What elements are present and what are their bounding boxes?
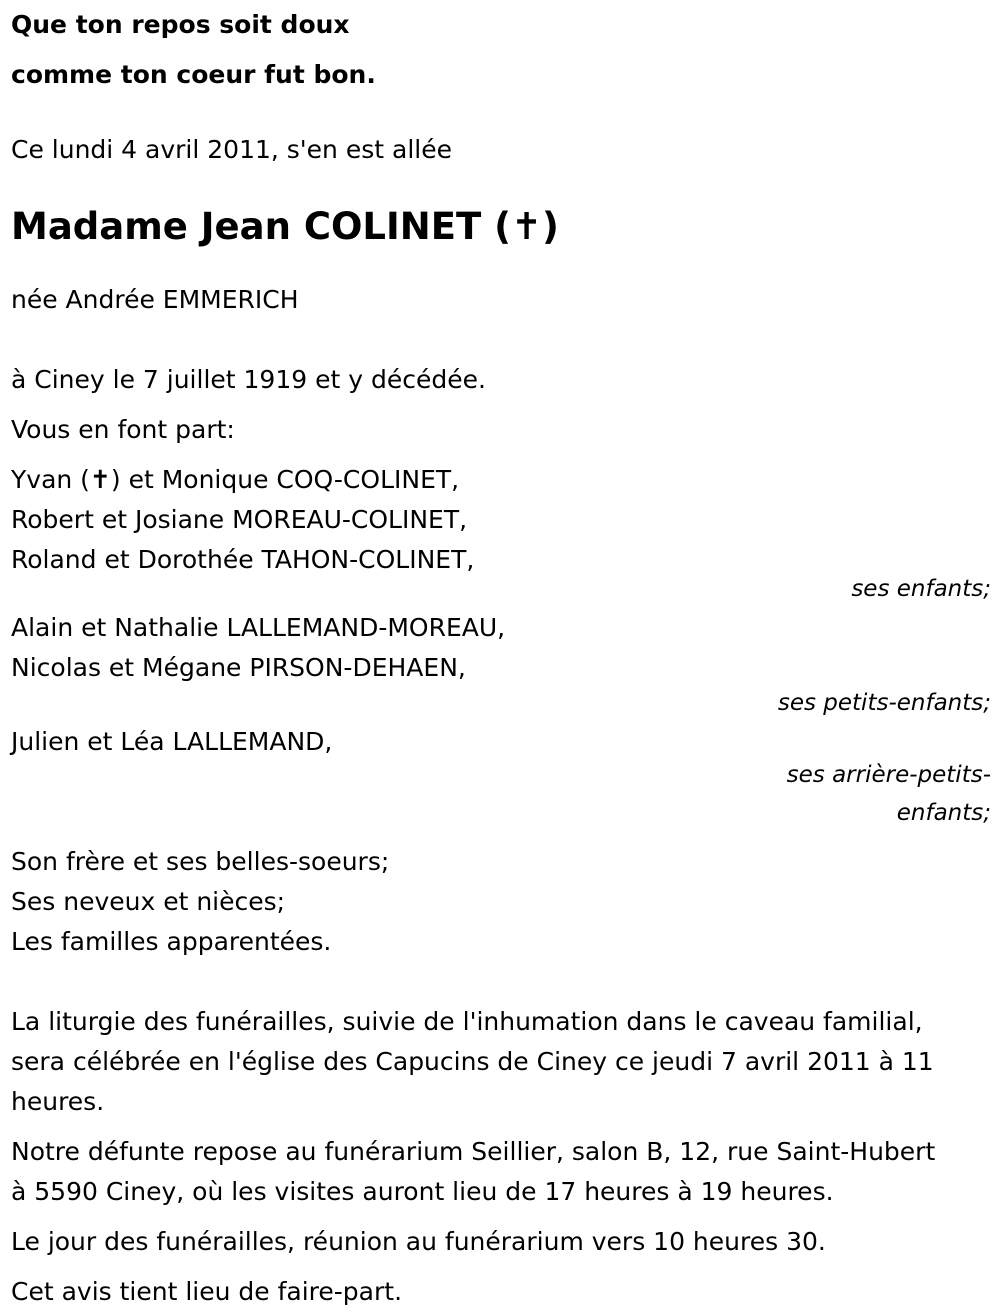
deceased-name: Madame Jean COLINET (✝) <box>11 205 559 248</box>
great-grandchildren-role-line-1: ses arrière-petits- <box>786 762 991 788</box>
rest-line-2: à 5590 Ciney, où les visites auront lieu de 17 heures à 19 heures. <box>11 1177 834 1206</box>
great-grandchildren-role-line-2: enfants; <box>896 800 991 826</box>
announcement: Vous en font part: <box>11 415 235 444</box>
great-grandchildren-section <box>11 722 991 832</box>
intro-text: Ce lundi 4 avril 2011, s'en est allée <box>11 135 452 164</box>
family-section <box>11 842 991 962</box>
rest-line-1: Notre défunte repose au funérarium Seillier, salon B, 12, rue Saint-Hubert <box>11 1137 936 1166</box>
birth-place: à Ciney le 7 juillet 1919 et y décédée. <box>11 365 486 394</box>
liturgy-line-1: La liturgie des funérailles, suivie de l'inhumation dans le caveau familial, <box>11 1007 923 1036</box>
child-entry: Yvan (✝) et Monique COQ-COLINET, <box>11 465 460 494</box>
grandchild-entry: Alain et Nathalie LALLEMAND-MOREAU, <box>11 613 506 642</box>
grandchild-entry: Nicolas et Mégane PIRSON-DEHAEN, <box>11 653 466 682</box>
epigraph-line-2: comme ton coeur fut bon. <box>11 60 376 89</box>
child-entry: Robert et Josiane MOREAU-COLINET, <box>11 505 468 534</box>
funeral-liturgy <box>11 1002 991 1122</box>
epigraph-line-1: Que ton repos soit doux <box>11 10 350 39</box>
epigraph <box>11 0 991 100</box>
grandchildren-section <box>11 608 991 722</box>
family-entry: Les familles apparentées. <box>11 927 332 956</box>
children-role: ses enfants; <box>851 576 991 602</box>
great-grandchild-entry: Julien et Léa LALLEMAND, <box>11 727 333 756</box>
funeral-meeting: Le jour des funérailles, réunion au funérarium vers 10 heures 30. <box>11 1227 826 1256</box>
child-entry: Roland et Dorothée TAHON-COLINET, <box>11 545 475 574</box>
liturgy-line-3: heures. <box>11 1087 105 1116</box>
obituary-page <box>11 0 991 1312</box>
funeral-rest <box>11 1132 991 1212</box>
notice-text: Cet avis tient lieu de faire-part. <box>11 1277 403 1306</box>
birth-name: née Andrée EMMERICH <box>11 285 299 314</box>
grandchildren-role: ses petits-enfants; <box>777 690 991 716</box>
family-entry: Son frère et ses belles-soeurs; <box>11 847 390 876</box>
liturgy-line-2: sera célébrée en l'église des Capucins de Ciney ce jeudi 7 avril 2011 à 11 <box>11 1047 934 1076</box>
children-section <box>11 460 991 608</box>
family-entry: Ses neveux et nièces; <box>11 887 286 916</box>
